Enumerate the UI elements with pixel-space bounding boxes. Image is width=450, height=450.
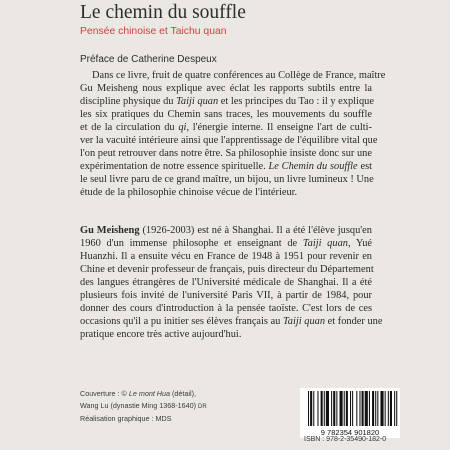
text-run: ver la vacuité intérieure ainsi que l'apprentissage de l'équilibre vital que bbox=[80, 135, 378, 146]
design-credit-line: Réalisation graphique : MDS bbox=[80, 414, 172, 423]
barcode-bar bbox=[362, 391, 364, 426]
text-line bbox=[80, 69, 386, 82]
cover-credits bbox=[80, 388, 207, 425]
text-run: et les principes du Tao : il y explique bbox=[218, 96, 374, 107]
text-line bbox=[80, 121, 372, 134]
rights-tag: DR bbox=[198, 404, 207, 410]
text-run: , Yué bbox=[347, 238, 373, 249]
text-run: les six pratiques du Chemin sans traces, les mouvements du souffle bbox=[80, 109, 372, 120]
text-line bbox=[80, 224, 372, 237]
text-run: Gu Meisheng bbox=[80, 225, 140, 236]
text-run: Gu Meisheng nous explique avec éclat les rapports subtils entre la bbox=[80, 83, 372, 94]
barcode-bar bbox=[380, 391, 383, 426]
barcode-bar bbox=[359, 391, 360, 426]
artist-credit-line: Wang Lu (dynastie Ming 1368-1640) DR bbox=[80, 401, 207, 410]
barcode-bar bbox=[336, 391, 337, 426]
text-line bbox=[80, 263, 372, 276]
description-paragraph bbox=[80, 69, 386, 199]
text-run: 1960 d'un immense philosophe et enseignant de bbox=[80, 238, 303, 249]
text-line bbox=[80, 302, 372, 315]
barcode-bar bbox=[321, 391, 323, 426]
text-run: Huanzhi. Il a ensuite vécu en France de 1948 à 1951 pour revenir en bbox=[80, 251, 372, 262]
text-line bbox=[80, 147, 372, 160]
text-run: l'on peut retrouver dans notre être. Sa philosophie insiste donc sur une bbox=[80, 148, 372, 159]
barcode-bar bbox=[317, 391, 318, 426]
author-bio-paragraph bbox=[80, 224, 383, 341]
barcode-bar bbox=[372, 391, 374, 426]
text-run: est bbox=[357, 161, 373, 172]
preface-credit: Préface de Catherine Despeux bbox=[80, 54, 217, 65]
barcode bbox=[300, 388, 400, 438]
text-line bbox=[80, 160, 372, 173]
text-run: qi bbox=[178, 122, 187, 133]
barcode-bar bbox=[350, 391, 351, 426]
text-run: Chine et devenir professeur de français, puis directeur du Département bbox=[80, 264, 374, 275]
text-run: plusieurs fois invité de l'université Paris VII, à partir de 1984, pour bbox=[80, 290, 372, 301]
barcode-bar bbox=[394, 391, 395, 426]
text-line bbox=[80, 186, 372, 199]
text-line bbox=[80, 276, 372, 289]
barcode-bar bbox=[377, 391, 378, 426]
text-line bbox=[80, 289, 372, 302]
text-run: Taiji quan bbox=[176, 96, 219, 107]
text-run: (1926-2003) est né à Shanghai. Il a été l'élève jusqu'en bbox=[139, 225, 372, 236]
barcode-bar bbox=[365, 391, 368, 426]
text-run: le seul livre paru de ce grand maître, un bijou, un livre lumineux ! Une bbox=[80, 174, 374, 185]
barcode-bar bbox=[324, 391, 325, 426]
barcode-bar bbox=[390, 391, 392, 426]
text-line bbox=[80, 315, 383, 328]
text-line bbox=[80, 237, 372, 250]
text-run: Taiji quan bbox=[282, 316, 326, 327]
barcode-bar bbox=[310, 391, 312, 426]
barcode-bar bbox=[313, 391, 314, 426]
barcode-bar bbox=[346, 391, 348, 426]
barcode-bar bbox=[385, 391, 386, 426]
cover-credit-line: Couverture : © Le mont Hua (détail), bbox=[80, 389, 196, 398]
cover-work-title: Le mont Hua bbox=[128, 389, 170, 398]
text-line bbox=[80, 134, 378, 147]
text-line bbox=[80, 173, 372, 186]
book-title: Le chemin du souffle bbox=[80, 2, 246, 23]
barcode-digits: 9 782354 901820 bbox=[320, 428, 380, 437]
barcode-bar bbox=[352, 391, 353, 426]
barcode-bar bbox=[333, 391, 335, 426]
text-run: et de la circulation du bbox=[80, 122, 179, 133]
text-line bbox=[80, 108, 372, 121]
barcode-bar bbox=[396, 391, 397, 426]
text-run: étude de la philosophie chinoise vécue de l'intérieur. bbox=[80, 187, 298, 198]
barcode-bar bbox=[326, 391, 329, 426]
barcode-bar bbox=[375, 391, 376, 426]
text-run: pratique encore très active aujourd'hui. bbox=[80, 329, 242, 340]
text-run: Taiji quan bbox=[302, 238, 348, 249]
isbn-number: ISBN : 978-2-35490-182-0 bbox=[304, 436, 387, 443]
barcode-bar bbox=[308, 391, 309, 426]
text-run: occasions qu'il a pu initier ses élèves français au bbox=[80, 316, 283, 327]
barcode-bar bbox=[356, 391, 357, 426]
book-subtitle: Pensée chinoise et Taichu quan bbox=[80, 26, 227, 37]
barcode-bar bbox=[344, 391, 345, 426]
text-run: expérimentation de notre essence spirituelle. bbox=[80, 161, 269, 172]
text-run: Le Chemin du souffle bbox=[268, 161, 358, 172]
text-run: Dans ce livre, fruit de quatre conférences au Collège de France, maître bbox=[92, 70, 386, 81]
barcode-bar bbox=[388, 391, 389, 426]
text-line bbox=[80, 82, 372, 95]
barcode-graphic bbox=[300, 388, 400, 438]
text-line bbox=[80, 95, 372, 108]
text-run: et fonder une bbox=[325, 316, 383, 327]
text-run: donner des cours d'introduction à la pensée taoïste. C'est lors de ces bbox=[80, 303, 372, 314]
text-line bbox=[80, 328, 372, 341]
barcode-bar bbox=[340, 391, 343, 426]
text-line bbox=[80, 250, 372, 263]
barcode-bar bbox=[369, 391, 370, 426]
text-run: , l'énergie interne. Il enseigne l'art de culti- bbox=[186, 122, 372, 133]
barcode-bar bbox=[331, 391, 332, 426]
text-run: discipline physique du bbox=[80, 96, 177, 107]
text-run: des langues étrangères de l'Université médicale de Shanghai. Il a été bbox=[80, 277, 372, 288]
